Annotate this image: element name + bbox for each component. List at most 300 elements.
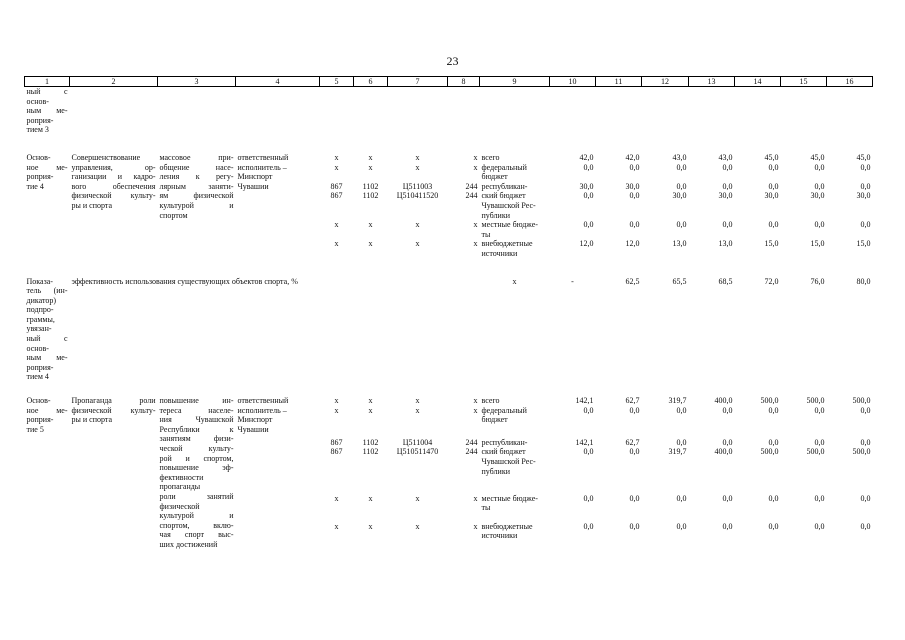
cell-line: основ- [26,343,49,353]
cell-line: 0,0 [676,521,687,531]
cell-line: x [415,396,420,406]
cell-line: 0,0 [814,162,825,172]
indicator-label [25,277,70,383]
cell-line: ганизации и кадро- [71,172,156,182]
cell-line: Показа- [26,276,53,286]
cell-line: 0,0 [629,191,640,201]
indicator-value-2: 62,5 [625,276,640,286]
indicator-value-5: 72,0 [764,276,779,286]
cell-line: 42,0 [625,152,640,162]
cell-line: ших достижений [159,539,218,549]
expense-code [448,522,480,550]
event-5-goal [158,396,236,550]
event-4-title [70,153,158,259]
cell-line: ский бюджет [481,191,526,201]
grbs-code [320,396,354,438]
amount-year-3 [642,220,689,239]
column-header-10: 10 [550,77,596,87]
cell-line: 500,0 [806,396,825,406]
indicator-value-7: 80,0 [856,276,871,286]
cell-line: Чувашии [237,181,269,191]
amount-year-4 [689,182,735,220]
amount-year-4 [689,396,735,438]
cell-line: 0,0 [768,220,779,230]
cell-line: Пропаганда роли [71,396,156,406]
cell-line: тием 4 [26,372,49,382]
grbs-code [320,494,354,522]
cell-line: 0,0 [629,493,640,503]
cell-line: повышение ин- [159,396,234,406]
cell-line: федеральный [481,162,527,172]
event-4-executor [236,153,320,259]
cell-line: 0,0 [860,162,871,172]
cell-line: 15,0 [856,239,871,249]
amount-year-6 [781,239,827,258]
cell-line: увязан- [26,324,52,334]
cell-line: 0,0 [814,181,825,191]
amount-year-4 [689,522,735,550]
cell-line: 0,0 [629,220,640,230]
amount-year-2 [596,396,642,438]
cell-line: роприя- [26,115,54,125]
cell-line: 0,0 [722,220,733,230]
funding-source [480,494,550,522]
amount-year-5 [735,494,781,522]
indicator-value-3: 65,5 [672,276,687,286]
cell-line: x [415,405,420,415]
cell-line: 0,0 [860,405,871,415]
cell-line: 867 [330,191,343,201]
table-body [25,87,873,550]
cell-line: ный с [26,334,68,344]
amount-year-2 [596,239,642,258]
event-4-goal [158,153,236,259]
amount-year-6 [781,182,827,220]
column-header-9: 9 [480,77,550,87]
cell-line: местные бюдже- [481,220,538,230]
carry-over-rest [70,87,873,135]
cell-line: 0,0 [814,493,825,503]
cell-line: Чувашии [237,424,269,434]
funding-source [480,522,550,550]
cell-line: 1102 [362,447,379,457]
amount-year-6 [781,494,827,522]
cell-line: физической [159,501,200,511]
cell-line: исполнитель – [237,162,287,172]
funding-source [480,239,550,258]
expense-code [448,239,480,258]
cell-line: подпро- [26,305,54,315]
amount-year-4 [689,239,735,258]
cell-line: x [368,162,373,172]
cell-line: 12,0 [625,239,640,249]
amount-year-3 [642,239,689,258]
event-5-name [25,396,70,550]
cell-line: x [334,162,339,172]
cell-line: 0,0 [629,447,640,457]
cell-line: 30,0 [718,191,733,201]
cell-line: ления к регу- [159,172,234,182]
amount-year-3 [642,438,689,494]
cell-line: x [473,405,478,415]
cell-line: 0,0 [583,162,594,172]
cell-line: 1102 [362,191,379,201]
amount-year-7 [827,239,873,258]
cell-line: x [334,493,339,503]
cell-line: 0,0 [768,181,779,191]
cell-line: x [473,152,478,162]
cell-line: спортом, вклю- [159,520,234,530]
cell-line: 0,0 [814,521,825,531]
amount-year-6 [781,522,827,550]
cell-line: x [473,220,478,230]
cell-line: источники [481,531,518,541]
cell-line: 0,0 [814,220,825,230]
cell-line: 0,0 [814,437,825,447]
cell-line: x [334,521,339,531]
cell-line: Ц511003 [402,181,433,191]
cell-line: исполнитель – [237,405,287,415]
cell-line: вого обеспечения [71,181,156,191]
cell-line: ответственный [237,152,289,162]
section-code [354,438,388,494]
column-header-11: 11 [596,77,642,87]
spacer-row [25,135,873,153]
amount-year-1 [550,522,596,550]
header-row [25,77,873,87]
cell-line: 0,0 [676,162,687,172]
cell-line: x [368,152,373,162]
grbs-code [320,220,354,239]
cell-line: ский бюджет [481,447,526,457]
cell-line: местные бюдже- [481,493,538,503]
target-code [388,494,448,522]
cell-line: 500,0 [760,447,779,457]
indicator-name [70,277,480,383]
cell-line: Ц511004 [402,437,433,447]
amount-year-5 [735,438,781,494]
cell-line: 0,0 [860,220,871,230]
budget-table-container [24,76,870,550]
event-5-row [25,396,873,438]
cell-line: x [334,405,339,415]
cell-line: x [415,162,420,172]
grbs-code [320,153,354,182]
cell-line: 0,0 [722,162,733,172]
funding-source [480,396,550,438]
cell-line: тель (ин- [26,286,68,296]
cell-line: x [368,521,373,531]
amount-year-2 [596,494,642,522]
column-header-16: 16 [827,77,873,87]
cell-line: 45,0 [764,152,779,162]
amount-year-7 [827,182,873,220]
cell-line: республикан- [481,181,528,191]
cell-line: 244 [465,191,478,201]
cell-line: 30,0 [672,191,687,201]
cell-line: 62,7 [625,396,640,406]
cell-line: 0,0 [676,437,687,447]
expense-code [448,438,480,494]
page-number: 23 [446,54,459,68]
cell-line: 12,0 [579,239,594,249]
cell-line: тие 5 [26,424,44,434]
cell-line: Ц510511470 [396,447,439,457]
indicator-value-4: 68,5 [718,276,733,286]
cell-line: 0,0 [768,162,779,172]
cell-line: 867 [330,181,343,191]
cell-line: общение насе- [159,162,234,172]
cell-line: x [473,493,478,503]
cell-line: физической культу- [71,191,156,201]
cell-line: повышение эф- [159,463,234,473]
column-header-7: 7 [388,77,448,87]
cell-line: 0,0 [629,405,640,415]
cell-line: внебюджетные [481,521,533,531]
spacer-row [25,259,873,277]
amount-year-4 [689,438,735,494]
cell-line: 0,0 [676,220,687,230]
cell-line: 0,0 [583,405,594,415]
event-4-row [25,153,873,182]
amount-year-1 [550,153,596,182]
cell-line: фективности [159,472,204,482]
event-4-name [25,153,70,259]
cell-line: 0,0 [722,437,733,447]
cell-line: 13,0 [672,239,687,249]
cell-line: 0,0 [768,437,779,447]
cell-line: 0,0 [860,521,871,531]
carry-over-col1 [25,87,70,135]
cell-line: x [415,220,420,230]
column-header-14: 14 [735,77,781,87]
amount-year-1 [550,182,596,220]
cell-line: граммы, [26,314,55,324]
cell-line: ты [481,503,491,513]
column-header-1: 1 [25,77,70,87]
cell-line: Минспорт [237,172,273,182]
grbs-code [320,239,354,258]
amount-year-3 [642,494,689,522]
cell-line: 15,0 [810,239,825,249]
cell-line: рой и спортом, [159,453,234,463]
amount-year-7 [827,494,873,522]
cell-line: занятиям физи- [159,434,234,444]
target-code [388,396,448,438]
cell-line: бюджет [481,172,508,182]
column-header-12: 12 [642,77,689,87]
column-header-4: 4 [236,77,320,87]
amount-year-7 [827,396,873,438]
amount-year-5 [735,220,781,239]
section-code [354,153,388,182]
cell-line: чая спорт выс- [159,530,234,540]
cell-line: 0,0 [722,521,733,531]
cell-line: 0,0 [860,437,871,447]
amount-year-2 [596,182,642,220]
amount-year-3 [642,182,689,220]
indicator-row [25,277,873,383]
cell-line: Минспорт [237,415,273,425]
cell-line: ное ме- [26,405,68,415]
cell-line: ное ме- [26,162,68,172]
section-code [354,239,388,258]
cell-line: 0,0 [722,493,733,503]
target-code [388,182,448,220]
cell-line: 45,0 [856,152,871,162]
cell-line: публики [481,466,510,476]
amount-year-7 [827,153,873,182]
cell-line: x [368,220,373,230]
budget-table [24,76,873,550]
cell-line: 0,0 [629,521,640,531]
amount-year-7 [827,522,873,550]
cell-line: 0,0 [583,521,594,531]
cell-line: 30,0 [579,181,594,191]
cell-line: x [415,152,420,162]
cell-line: x [368,405,373,415]
cell-line: 0,0 [768,405,779,415]
cell-line: x [334,396,339,406]
cell-line: 30,0 [625,181,640,191]
cell-line: x [415,239,420,249]
column-header-8: 8 [448,77,480,87]
target-code [388,153,448,182]
cell-line: роприя- [26,415,54,425]
cell-line: тием 3 [26,125,49,135]
cell-line: 0,0 [676,405,687,415]
cell-line: x [473,396,478,406]
cell-line: массовое при- [159,152,234,162]
cell-line: 500,0 [852,447,871,457]
target-code [388,239,448,258]
cell-line: 30,0 [856,191,871,201]
target-code [388,220,448,239]
cell-line: 30,0 [764,191,779,201]
cell-line: ния Чувашской [159,415,234,425]
cell-line: 0,0 [583,220,594,230]
cell-line: 15,0 [764,239,779,249]
cell-line: 0,0 [722,405,733,415]
cell-line: 0,0 [583,493,594,503]
section-code [354,182,388,220]
cell-line: 0,0 [629,162,640,172]
section-code [354,522,388,550]
cell-line: 0,0 [676,493,687,503]
cell-line: 1102 [362,181,379,191]
indicator-col9: x [512,276,517,286]
cell-line: внебюджетные [481,239,533,249]
amount-year-2 [596,220,642,239]
amount-year-1 [550,220,596,239]
expense-code [448,494,480,522]
cell-line: x [334,220,339,230]
cell-line: 0,0 [768,493,779,503]
amount-year-2 [596,153,642,182]
expense-code [448,396,480,438]
cell-line: 62,7 [625,437,640,447]
amount-year-4 [689,220,735,239]
cell-line: 500,0 [806,447,825,457]
amount-year-4 [689,494,735,522]
amount-year-2 [596,438,642,494]
amount-year-6 [781,438,827,494]
cell-line: культурой и [159,511,234,521]
cell-line: 1102 [362,437,379,447]
cell-line: всего [481,396,500,406]
grbs-code [320,182,354,220]
funding-source [480,182,550,220]
cell-line: 244 [465,447,478,457]
spacer-cell [25,135,873,153]
amount-year-1 [550,494,596,522]
amount-year-6 [781,153,827,182]
event-5-executor [236,396,320,550]
amount-year-5 [735,239,781,258]
cell-line: 0,0 [676,181,687,191]
column-header-2: 2 [70,77,158,87]
cell-line: бюджет [481,415,508,425]
cell-line: x [368,493,373,503]
cell-line: 30,0 [810,191,825,201]
target-code [388,522,448,550]
amount-year-1 [550,396,596,438]
carry-over-row [25,87,873,135]
cell-line: ответственный [237,396,289,406]
cell-line: ры и спорта [71,200,113,210]
cell-line: федеральный [481,405,527,415]
cell-line: 0,0 [860,181,871,191]
spacer-cell [25,259,873,277]
cell-line: 319,7 [668,447,687,457]
cell-line: 45,0 [810,152,825,162]
cell-line: x [334,152,339,162]
cell-line: 0,0 [768,521,779,531]
funding-source [480,438,550,494]
amount-year-5 [735,522,781,550]
expense-code [448,153,480,182]
cell-line: 42,0 [579,152,594,162]
cell-line: x [415,493,420,503]
cell-line: дикатор) [26,295,57,305]
cell-line: x [473,521,478,531]
cell-line: 0,0 [860,493,871,503]
column-header-15: 15 [781,77,827,87]
indicator-name-text: эффективность использования существующих объектов спорта, % [71,276,298,286]
cell-line: ным ме- [26,353,68,363]
cell-line: ческой культу- [159,444,234,453]
cell-line: роприя- [26,362,54,372]
cell-line: Чувашской Рес- [481,457,536,467]
cell-line: 400,0 [714,447,733,457]
spacer-cell [25,382,873,396]
cell-line: 867 [330,447,343,457]
cell-line: ры и спорта [71,415,113,425]
cell-line: x [368,396,373,406]
cell-line: всего [481,152,500,162]
amount-year-6 [781,220,827,239]
cell-line: x [415,521,420,531]
cell-line: 142,1 [575,396,594,406]
cell-line: 244 [465,437,478,447]
amount-year-1 [550,239,596,258]
indicator-value-1: - [571,276,574,286]
target-code [388,438,448,494]
cell-line: Основ- [26,396,51,406]
cell-line: x [473,162,478,172]
cell-line: 500,0 [760,396,779,406]
cell-line: 0,0 [583,447,594,457]
